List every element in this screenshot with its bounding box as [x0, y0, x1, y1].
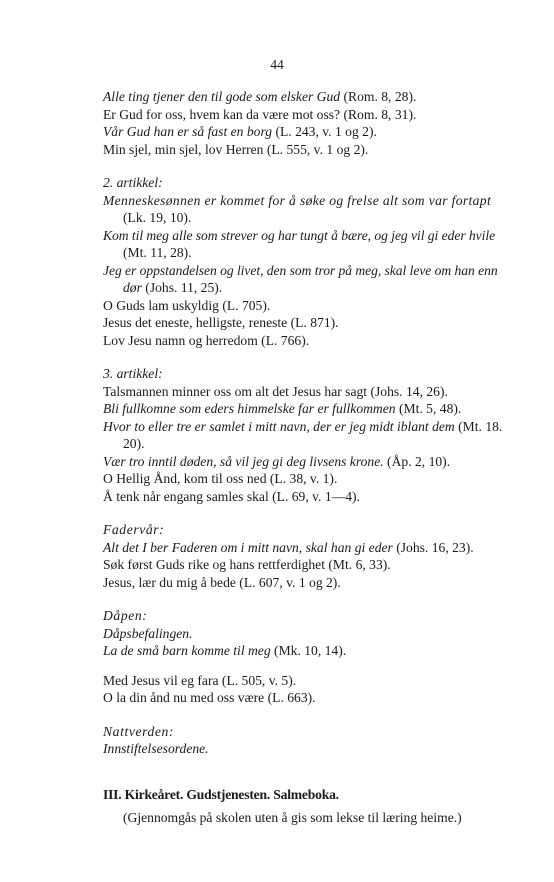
reference: Er Gud for oss, hvem kan da være mot oss? (Rom. 8, 31). [103, 106, 417, 122]
text-line [103, 297, 533, 315]
scripture-quote: Vær tro inntil døden, så vil jeg gi deg livsens krone. [103, 453, 384, 469]
text-line [103, 556, 533, 574]
text-line [103, 88, 533, 106]
section-subheading: Innstiftelsesordene. [103, 741, 209, 756]
text-line [103, 574, 533, 592]
scripture-quote: Menneskesønnen er kommet for å søke og frelse alt som var fortapt [103, 192, 492, 208]
section-heading: Fadervår: [103, 522, 165, 537]
reference: (Rom. 8, 28). [340, 89, 417, 104]
text-line [103, 418, 533, 436]
reference: (Mt. 5, 48). [395, 401, 462, 416]
text-line [103, 106, 533, 124]
page-content [103, 88, 533, 827]
reference: (Mt. 18. [454, 418, 503, 434]
hymn-reference: O Hellig Ånd, kom til oss ned (L. 38, v. 1). [103, 471, 338, 486]
text-line [103, 642, 533, 660]
scripture-quote: La de små barn komme til meg [103, 643, 271, 658]
section-heading: Nattverden: [103, 723, 175, 739]
reference: (Lk. 19, 10). [123, 210, 192, 225]
reference: (Mk. 10, 14). [270, 643, 347, 658]
scripture-quote: Alle ting tjener den til gode som elsker Gud [103, 89, 341, 104]
reference: Søk først Guds rike og hans rettferdighet (Mt. 6, 33). [103, 557, 391, 572]
section-1 [103, 88, 533, 158]
text-line [103, 262, 533, 280]
text-line [103, 141, 533, 159]
section-heading: 3. artikkel: [103, 366, 163, 381]
section-heading: 2. artikkel: [103, 175, 163, 190]
text-line [103, 400, 533, 418]
reference: Talsmannen minner oss om alt det Jesus har sagt (Johs. 14, 26). [103, 383, 448, 399]
scripture-quote: Jeg er oppstandelsen og livet, den som tror på meg, skal leve om han enn [103, 262, 498, 278]
section-heading: Dåpen: [103, 608, 148, 623]
text-line [103, 244, 533, 262]
hymn-reference: O la din ånd nu med oss være (L. 663). [103, 690, 316, 705]
text-line [103, 227, 533, 245]
reference: (Johs. 11, 25). [141, 280, 223, 295]
reference: (L. 243, v. 1 og 2). [272, 124, 377, 139]
text-line [103, 314, 533, 332]
part-note: (Gjennomgås på skolen uten å gis som lekse til læring heime.) [123, 810, 462, 825]
text-line [103, 192, 533, 210]
text-line [103, 689, 533, 707]
hymn-reference: Med Jesus vil eg fara (L. 505, v. 5). [103, 672, 297, 688]
hymn-reference: Jesus, lær du mig å bede (L. 607, v. 1 og 2). [103, 574, 341, 590]
text-line [103, 539, 533, 557]
reference: (Johs. 16, 23). [392, 539, 474, 555]
scripture-quote: Alt det I ber Faderen om i mitt navn, skal han gi eder [103, 539, 393, 555]
text-line [103, 279, 533, 297]
text-line [103, 470, 533, 488]
reference: Min sjel, min sjel, lov Herren (L. 555, v. 1 og 2). [103, 141, 369, 157]
section-4 [103, 521, 533, 591]
part-title: III. Kirkeåret. Gudstjenesten. Salmeboka. [103, 786, 339, 802]
scripture-quote: Bli fullkomne som eders himmelske far er fullkommen [103, 401, 396, 416]
scripture-quote: Vår Gud han er så fast en borg [103, 124, 273, 139]
text-line [103, 672, 533, 690]
section-2 [103, 174, 533, 349]
section-5 [103, 607, 533, 707]
hymn-reference: O Guds lam uskyldig (L. 705). [103, 297, 271, 313]
section-3 [103, 365, 533, 505]
section-6 [103, 723, 533, 758]
text-line [103, 453, 533, 471]
scripture-quote: dør [123, 280, 142, 295]
hymn-reference: Lov Jesu namn og herredom (L. 766). [103, 332, 310, 348]
scripture-quote: Kom til meg alle som strever og har tungt å bære, og jeg vil gi eder hvile [103, 227, 496, 243]
reference: (Mt. 11, 28). [123, 245, 192, 260]
part-iii [103, 786, 533, 827]
hymn-reference: Å tenk når engang samles skal (L. 69, v. 1—4). [103, 488, 360, 504]
text-line [103, 435, 533, 453]
text-line [103, 123, 533, 141]
scripture-quote: Hvor to eller tre er samlet i mitt navn, der er jeg midt iblant dem [103, 418, 455, 434]
text-line [103, 488, 533, 506]
hymn-reference: Jesus det eneste, helligste, reneste (L. 871). [103, 315, 339, 330]
text-line [103, 383, 533, 401]
page-number: 44 [270, 57, 284, 72]
text-line [103, 209, 533, 227]
text-line [103, 332, 533, 350]
reference: 20). [123, 436, 145, 451]
reference: (Åp. 2, 10). [383, 453, 451, 469]
section-subheading: Dåpsbefalingen. [103, 625, 193, 641]
